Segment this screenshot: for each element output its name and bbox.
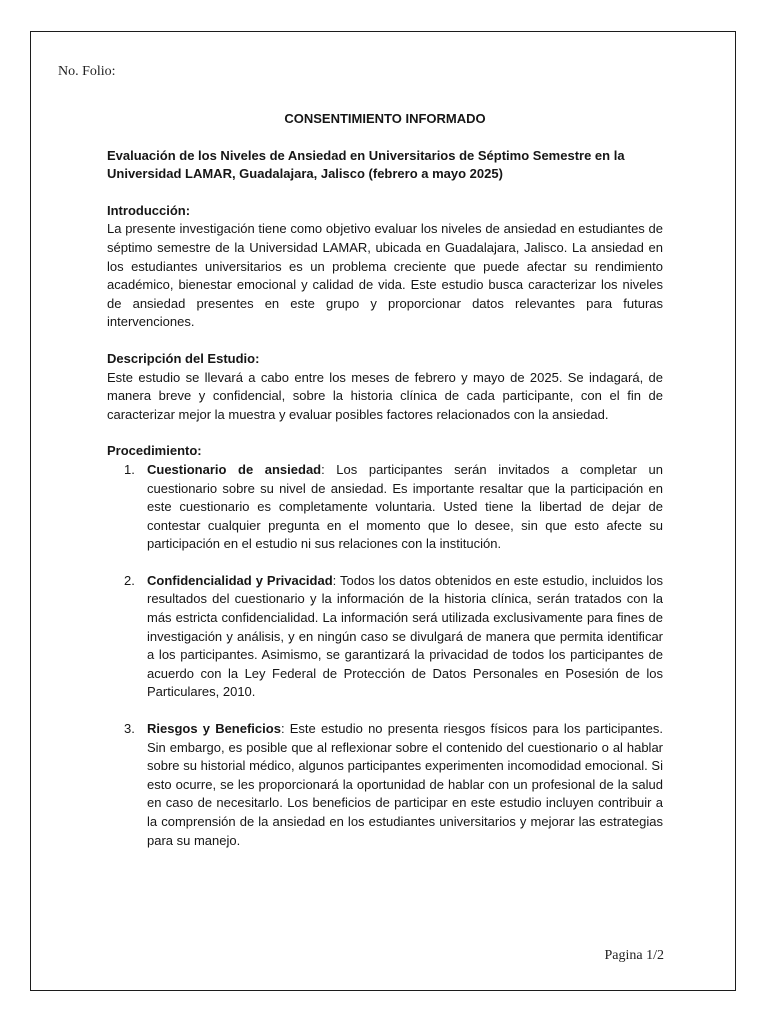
document-page xyxy=(30,31,736,991)
introduction-text: La presente investigación tiene como objetivo evaluar los niveles de ansiedad en estudiantes de séptimo semestre de la Universidad LAMAR, ubicada en Guadalajara, Jalisco. La ansiedad en los estudiantes universitarios es un problema creciente que puede afectar su rendimiento académico, bienestar emocional y calidad de vida. Este estudio busca caracterizar los niveles de ansiedad presentes en este grupo y proporcionar datos relevantes para futuras intervenciones. xyxy=(107,221,663,330)
introduction-heading: Introducción: xyxy=(107,202,191,218)
procedure-item-text: : Este estudio no presenta riesgos físicos para los participantes. Sin embargo, es posible que al reflexionar sobre el contenido del cuestionario o al hablar sobre su historial médico, algunos participantes experimenten incomodidad emocional. Si esto ocurre, se les proporcionará la oportunidad de hablar con un profesional de la salud en caso de necesitarlo. Los beneficios de participar en este estudio incluyen contribuir a la comprensión de la ansiedad en los estudiantes universitarios y mejorar las estrategias para su manejo. xyxy=(147,721,663,848)
procedure-item xyxy=(107,720,663,850)
procedure-item-text: : Todos los datos obtenidos en este estudio, incluidos los resultados del cuestionario y la información de la historia clínica, serán tratados con la más estricta confidencialidad. La información será utilizada exclusivamente para fines de investigación y análisis, y en ningún caso se divulgará de manera que permita identificar a los participantes. Asimismo, se garantizará la privacidad de todos los participantes de acuerdo con la Ley Federal de Protección de Datos Personales en Posesión de los Particulares, 2010. xyxy=(147,572,663,700)
procedure-item-title: Riesgos y Beneficios xyxy=(147,721,281,737)
procedure-heading: Procedimiento: xyxy=(107,443,202,459)
description-text: Este estudio se llevará a cabo entre los meses de febrero y mayo de 2025. Se indagará, de manera breve y confidencial, sobre la historia clínica de cada participante, con el fin de caracterizar mejor la muestra y evaluar posibles factores relacionados con la ansiedad. xyxy=(107,369,663,422)
procedure-item xyxy=(107,572,663,702)
procedure-item-title: Cuestionario de ansiedad xyxy=(147,461,322,477)
page-number: Pagina 1/2 xyxy=(604,948,664,963)
folio-label: No. Folio: xyxy=(58,64,116,79)
procedure-list xyxy=(107,461,663,850)
document-title: CONSENTIMIENTO INFORMADO xyxy=(284,111,486,126)
procedure-item-number: 2. xyxy=(124,572,135,588)
procedure-item-number: 1. xyxy=(124,461,135,477)
description-heading: Descripción del Estudio: xyxy=(107,350,260,366)
procedure-item-text: : Los participantes serán invitados a completar un cuestionario sobre su nivel de ansiedad. Es importante resaltar que la participación en este cuestionario es completamente voluntaria. Usted tiene la libertad de dejar de contestar cualquier pregunta en el momento que lo desee, sin que esto afecte su participación en el estudio ni sus relaciones con la institución. xyxy=(147,461,663,552)
study-title: Evaluación de los Niveles de Ansiedad en Universitarios de Séptimo Semestre en la Universidad LAMAR, Guadalajara, Jalisco (febrero a mayo 2025) xyxy=(107,147,625,182)
procedure-item-number: 3. xyxy=(124,721,135,737)
document-body xyxy=(107,110,663,868)
procedure-item-title: Confidencialidad y Privacidad xyxy=(147,572,333,588)
procedure-item xyxy=(107,461,663,554)
